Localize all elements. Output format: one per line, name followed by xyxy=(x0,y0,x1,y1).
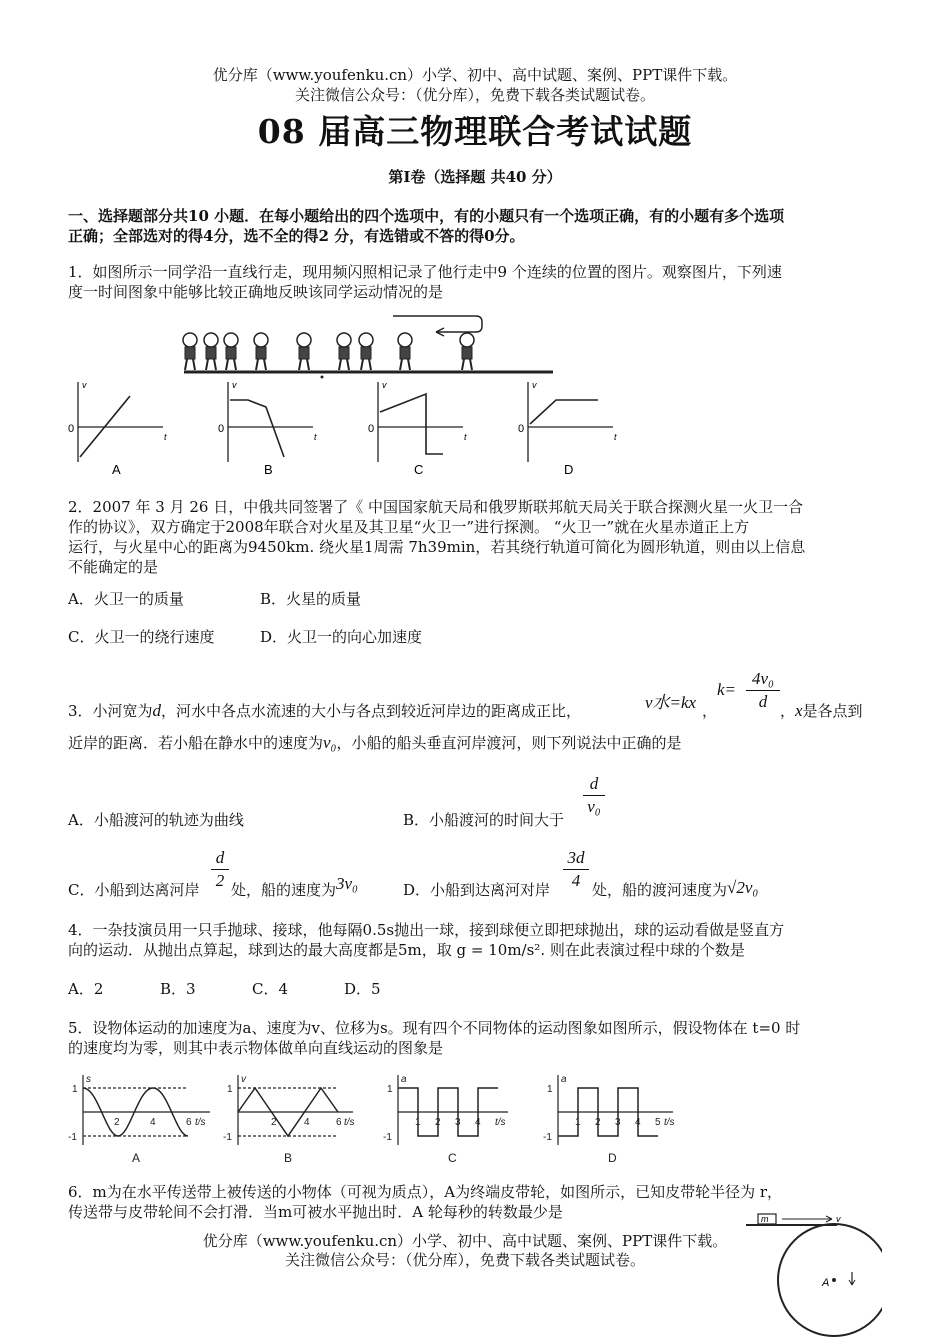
q5-one-c: 1 xyxy=(387,1084,393,1095)
section-heading-line-1: 一、选择题部分共10 小题．在每小题给出的四个选项中，有的小题只有一个选项正确，有的小题有多个选项 xyxy=(68,207,785,225)
section-heading-line-2: 正确；全部选对的得4分，选不全的得2 分，有选错或不答的得0分。 xyxy=(68,227,525,245)
q5-tick-c-3: 3 xyxy=(455,1117,461,1128)
q1-graph-c xyxy=(378,382,463,462)
q4-option-a: A．2 xyxy=(68,980,104,998)
q3-option-d-denominator: 4 xyxy=(571,871,581,890)
q5-ylabel-d: a xyxy=(561,1074,567,1085)
q1-label-c: C xyxy=(414,462,424,477)
q5-tick-d-1: 1 xyxy=(575,1117,581,1128)
q3-text-2a: 近岸的距离．若小船在静水中的速度为 xyxy=(68,734,324,752)
q5-line-1: 5．设物体运动的加速度为a、速度为v、位移为s。现有四个不同物体的运动图象如图所示，假设物体在 t=0 时 xyxy=(68,1019,801,1037)
q3-text-1a: 3．小河宽为 xyxy=(68,702,153,720)
q1-axis-t-b: t xyxy=(314,432,317,442)
q5-ylabel-b: v xyxy=(241,1074,246,1085)
q1-label-a: A xyxy=(112,462,121,477)
q2-option-c: C．火卫一的绕行速度 xyxy=(68,628,215,646)
q5-xlabel-d: t/s xyxy=(664,1117,675,1128)
q3-line-2 xyxy=(68,733,682,753)
q5-one-d: 1 xyxy=(547,1084,553,1095)
q3-var-x: x xyxy=(795,701,803,720)
q3-var-v0: v₀ xyxy=(323,733,337,752)
q3-option-b: B．小船渡河的时间大于 xyxy=(403,811,565,829)
q1-axis-t-d: t xyxy=(614,432,617,442)
q1-axis-v-b: v xyxy=(232,380,237,390)
q2-option-a: A．火卫一的质量 xyxy=(68,590,184,608)
q5-label-d: D xyxy=(608,1151,617,1165)
q5-tick-d-2: 2 xyxy=(595,1117,601,1128)
q3-option-c-fraction xyxy=(211,848,229,891)
q5-figure xyxy=(68,1070,688,1170)
walker-figures xyxy=(183,333,474,370)
q5-minus-one-d: -1 xyxy=(543,1132,552,1143)
q4-line-2: 向的运动．从抛出点算起，球到达的最大高度都是5m，取 g = 10m/s². 则在此表演过程中球的个数是 xyxy=(68,941,745,959)
q5-label-c: C xyxy=(448,1151,457,1165)
q5-xlabel-a: t/s xyxy=(195,1117,206,1128)
q3-option-d-text-a: D．小船到达离河对岸 xyxy=(403,881,551,899)
q3-text-2b: ，小船的船头垂直河岸渡河，则下列说法中正确的是 xyxy=(336,734,682,752)
q5-label-b: B xyxy=(284,1151,293,1165)
q5-tick-d-5: 5 xyxy=(655,1117,661,1128)
q3-option-b-fraction xyxy=(583,774,605,817)
q1-axis-v-a: v xyxy=(82,380,87,390)
q3-option-a: A．小船渡河的轨迹为曲线 xyxy=(68,811,244,829)
page-title: 08 届高三物理联合考试试题 xyxy=(257,112,693,151)
q1-line-2: 度一时间图象中能够比较正确地反映该同学运动情况的是 xyxy=(68,283,444,301)
q3-text-1c: ， xyxy=(780,702,796,720)
q3-option-d-text-b: 处，船的渡河速度为 xyxy=(592,881,728,899)
q5-tick-a-1: 2 xyxy=(114,1117,120,1128)
q6-line-1: 6．m为在水平传送带上被传送的小物体（可视为质点），A为终端皮带轮，如图所示，已知皮带轮半径为 r， xyxy=(68,1183,783,1201)
q3-option-c-denominator: 2 xyxy=(215,871,225,890)
q3-var-d: d xyxy=(152,701,162,720)
q5-minus-one-c: -1 xyxy=(383,1132,392,1143)
q3-option-d xyxy=(403,880,550,900)
q1-origin-b: 0 xyxy=(218,423,225,435)
q1-label-d: D xyxy=(564,462,574,477)
q1-origin-a: 0 xyxy=(68,423,75,435)
footer-line-2: 关注微信公众号：（优分库），免费下载各类试题试卷。 xyxy=(284,1251,645,1269)
section-subtitle: 第Ⅰ卷（选择题 共40 分） xyxy=(388,168,562,186)
footer-line-1: 优分库（www.youfenku.cn）小学、初中、高中试题、案例、PPT课件下载。 xyxy=(202,1232,728,1250)
q3-k-denominator: d xyxy=(758,692,768,711)
q5-one-b: 1 xyxy=(227,1084,233,1095)
q2-option-b: B．火星的质量 xyxy=(260,590,362,608)
q3-option-b-denominator: v₀ xyxy=(587,797,601,816)
q3-option-c-value: 3v₀ xyxy=(336,874,358,893)
q1-axis-v-d: v xyxy=(532,380,537,390)
q5-xlabel-c: t/s xyxy=(495,1117,506,1128)
q3-k-equals: k= xyxy=(717,680,737,699)
q6-figure xyxy=(742,1210,882,1342)
q1-graph-b xyxy=(228,382,313,462)
q3-velocity-equation: v水=kx xyxy=(645,693,697,712)
q2-line-1: 2．2007 年 3 月 26 日，中俄共同签署了《 中国国家航天局和俄罗斯联邦航天局关于联合探测火星一火卫一合 xyxy=(68,498,803,516)
q1-axis-t-a: t xyxy=(164,432,167,442)
q3-line-1-end xyxy=(795,701,863,721)
q5-tick-c-4: 4 xyxy=(475,1117,481,1128)
q3-text-1d: 是各点到 xyxy=(802,702,863,720)
q5-tick-d-3: 3 xyxy=(615,1117,621,1128)
q5-tick-a-3: 6 xyxy=(186,1117,192,1128)
q1-graph-d xyxy=(528,382,613,462)
q1-axis-t-c: t xyxy=(464,432,467,442)
q3-k-numerator: 4v₀ xyxy=(752,669,774,688)
q6-fig-m: m xyxy=(761,1214,769,1224)
q3-option-d-value: √2v₀ xyxy=(727,878,759,897)
q5-tick-b-2: 4 xyxy=(304,1117,310,1128)
header-line-1: 优分库（www.youfenku.cn）小学、初中、高中试题、案例、PPT课件下载。 xyxy=(212,66,738,84)
q3-option-c-numerator: d xyxy=(215,848,225,867)
q3-option-d-fraction xyxy=(563,848,589,891)
q3-line-1 xyxy=(68,701,581,721)
q3-option-c-text-a: C．小船到达离河岸 xyxy=(68,881,200,899)
q5-tick-a-2: 4 xyxy=(150,1117,156,1128)
q1-figure xyxy=(68,312,628,487)
q1-axis-v-c: v xyxy=(382,380,387,390)
q5-ylabel-c: a xyxy=(401,1074,407,1085)
q2-line-2: 作的协议》，双方确定于2008年联合对火星及其卫星“火卫一”进行探测。 “火卫一”就在火星赤道正上方 xyxy=(68,518,750,536)
q4-line-1: 4．一杂技演员用一只手抛球、接球，他每隔0.5s抛出一球，接到球便立即把球抛出，球的运动看做是竖直方 xyxy=(68,921,785,939)
header-line-2: 关注微信公众号：（优分库），免费下载各类试题试卷。 xyxy=(294,86,655,104)
q5-tick-b-3: 6 xyxy=(336,1117,342,1128)
q6-line-2: 传送带与皮带轮间不会打滑．当m可被水平抛出时．A 轮每秒的转数最少是 xyxy=(68,1203,563,1221)
q5-minus-one-a: -1 xyxy=(68,1132,77,1143)
q3-option-c-text-b: 处，船的速度为 xyxy=(231,881,337,899)
q4-option-b: B．3 xyxy=(160,980,196,998)
q5-xlabel-b: t/s xyxy=(344,1117,355,1128)
q3-option-d-rest xyxy=(592,880,758,900)
q5-tick-c-1: 1 xyxy=(415,1117,421,1128)
q5-ylabel-a: s xyxy=(86,1074,91,1085)
q1-origin-c: 0 xyxy=(368,423,375,435)
q5-minus-one-b: -1 xyxy=(223,1132,232,1143)
q6-fig-A: A xyxy=(822,1277,830,1289)
q5-tick-c-2: 2 xyxy=(435,1117,441,1128)
q1-label-b: B xyxy=(264,462,273,477)
q5-label-a: A xyxy=(132,1151,141,1165)
q5-tick-d-4: 4 xyxy=(635,1117,641,1128)
q3-comma: ， xyxy=(702,702,718,720)
q3-option-d-numerator: 3d xyxy=(567,848,585,867)
q1-origin-d: 0 xyxy=(518,423,525,435)
q6-fig-v: v xyxy=(836,1214,841,1224)
q3-option-c-rest xyxy=(231,874,358,900)
q5-line-2: 的速度均为零，则其中表示物体做单向直线运动的图象是 xyxy=(68,1039,444,1057)
q2-line-4: 不能确定的是 xyxy=(68,558,159,576)
q3-k-fraction xyxy=(746,669,780,712)
q1-line-1: 1．如图所示一同学沿一直线行走，现用频闪照相记录了他行走中9 个连续的位置的图片。观察图片，下列速 xyxy=(68,263,782,281)
q2-line-3: 运行，与火星中心的距离为9450km. 绕火星1周需 7h39min，若其绕行轨道可简化为圆形轨道，则由以上信息 xyxy=(68,538,806,556)
q4-option-d: D．5 xyxy=(344,980,381,998)
q3-option-b-numerator: d xyxy=(589,774,599,793)
q4-option-c: C．4 xyxy=(252,980,289,998)
q5-tick-b-1: 2 xyxy=(271,1117,277,1128)
q3-text-1b: ，河水中各点水流速的大小与各点到较近河岸边的距离成正比， xyxy=(161,702,582,720)
q3-option-c xyxy=(68,880,199,900)
q5-one-a: 1 xyxy=(72,1084,78,1095)
q1-graph-a xyxy=(78,382,163,462)
q2-option-d: D．火卫一的向心加速度 xyxy=(260,628,423,646)
